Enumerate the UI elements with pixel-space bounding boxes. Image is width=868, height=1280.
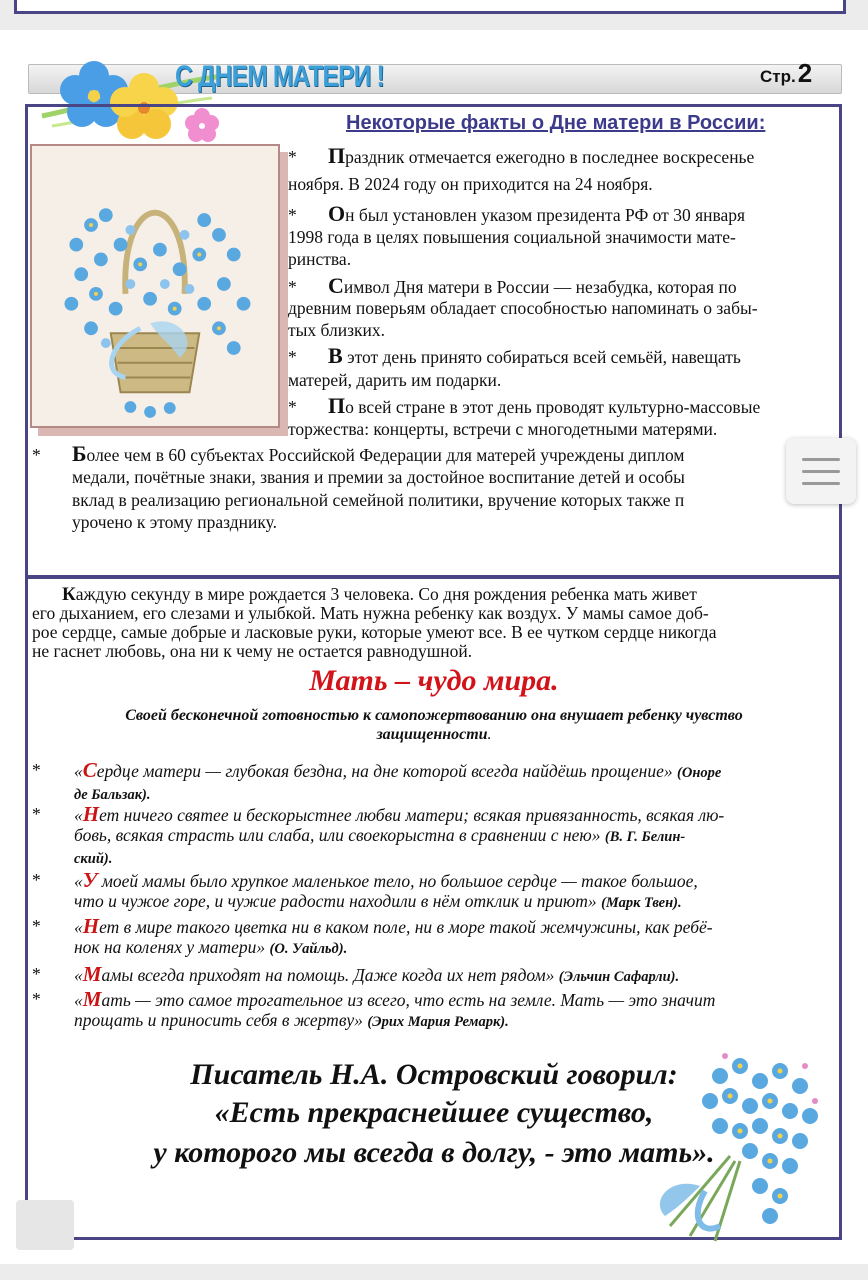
- subtitle-line-2: защищенности.: [376, 726, 492, 743]
- forget-me-not-basket-image: [30, 144, 280, 428]
- fact-6-line-3: вклад в реализацию региональной семейной политики, вручение которых также п: [72, 490, 685, 510]
- quote-safarli: * «Мамы всегда приходят на помощь. Даже когда их нет рядом» (Эльчин Сафарли).: [32, 962, 680, 986]
- fact-5-line-1: * По всей стране в этот день проводят культурно-массовые: [288, 393, 761, 418]
- fact-6-line-1: * Более чем в 60 субъектах Российской Федерации для матерей учреждены диплом: [32, 441, 685, 466]
- fact-1-line-1: * Праздник отмечается ежегодно в последнее воскресенье: [288, 143, 755, 168]
- subtitle-line-1: Своей бесконечной готовностью к самопожертвованию она внушает ребенку чувство: [125, 707, 743, 724]
- intro-paragraph: [32, 585, 842, 661]
- newsletter-page: [0, 30, 868, 1264]
- menu-line-icon: [802, 482, 840, 485]
- intro-line-1: Каждую секунду в мире рождается 3 человека. Со дня рождения ребенка мать живет: [62, 584, 697, 605]
- quote-belinsky: * «Нет ничего святее и бескорыстнее любви матери; всякая привязанность, всякая лю- бовь, всякая страсть или слаба, или своекорыстна в сравнении с нею» (В. Г. Белин- ский).: [32, 802, 725, 867]
- quote-wilde: * «Нет в мире такого цветка ни в каком поле, ни в море такой жемчужины, как ребё- нок на коленях у матери» (О. Уайльд).: [32, 914, 713, 957]
- fact-6-line-4: урочено к этому празднику.: [72, 512, 278, 532]
- fact-3-line-2: древним поверьям обладает способностью напоминать о забы-: [288, 298, 758, 318]
- fact-1-line-2: ноября. В 2024 году он приходится на 24 ноября.: [288, 174, 653, 194]
- fact-4-line-1: * В этот день принято собираться всей семьёй, навещать: [288, 343, 741, 368]
- scroll-menu-button[interactable]: [786, 438, 856, 504]
- headline: Мать – чудо мира.: [309, 664, 559, 697]
- intro-line-4: не гаснет любовь, она ни к чему не остается равнодушной.: [32, 641, 473, 661]
- fact-3-line-1: * Символ Дня матери в России — незабудка, которая по: [288, 273, 737, 298]
- previous-page-edge: [14, 0, 846, 14]
- newsletter-title: С ДНЕМ МАТЕРИ !: [175, 60, 384, 93]
- subtitle: [30, 706, 838, 744]
- closing-line-3: у которого мы всегда в долгу, - это мать».: [153, 1136, 715, 1169]
- fact-4-line-2: матерей, дарить им подарки.: [288, 370, 502, 390]
- page-number: [760, 58, 812, 89]
- page-number-value: 2: [797, 58, 813, 88]
- menu-line-icon: [802, 470, 840, 473]
- menu-line-icon: [802, 458, 840, 461]
- fact-2-line-2: 1998 года в целях повышения социальной значимости мате-: [288, 227, 736, 247]
- fact-6-line-2: медали, почётные знаки, звания и премии за достойное воспитание детей и особы: [72, 467, 685, 487]
- fact-5-line-2: торжества: концерты, встречи с многодетными матерями.: [288, 419, 718, 439]
- closing-line-1: Писатель Н.А. Островский говорил:: [190, 1058, 678, 1091]
- intro-line-2: его дыханием, его слезами и улыбкой. Мать нужна ребенку как воздух. У мамы самое доб-: [32, 603, 709, 623]
- fact-2-line-3: ринства.: [288, 249, 352, 269]
- page-number-label: Стр.: [760, 67, 796, 86]
- quote-balzac: * «Сердце матери — глубокая бездна, на дне которой всегда найдёшь прощение» (Оноре де Бальзак).: [32, 758, 722, 803]
- page-corner-button[interactable]: [16, 1200, 74, 1250]
- closing-line-2: «Есть прекраснейшее существо,: [214, 1096, 654, 1129]
- quote-remarque: * «Мать — это самое трогательное из всего, что есть на земле. Мать — это значит прощать и приносить себя в жертву» (Эрих Мария Ремарк).: [32, 987, 716, 1030]
- facts-title: Некоторые факты о Дне матери в России:: [346, 112, 766, 134]
- fact-2-line-1: * Он был установлен указом президента РФ от 30 января: [288, 201, 746, 226]
- intro-line-3: рое сердце, самые добрые и ласковые руки, которые умеют все. В ее чутком сердце никогда: [32, 622, 717, 642]
- fact-3-line-3: тых близких.: [288, 320, 386, 340]
- quote-twain: * «У моей мамы было хрупкое маленькое тело, но большое сердце — такое большое, что и чужое горе, и чужие радости находили в нём отклик и приют» (Марк Твен).: [32, 868, 698, 911]
